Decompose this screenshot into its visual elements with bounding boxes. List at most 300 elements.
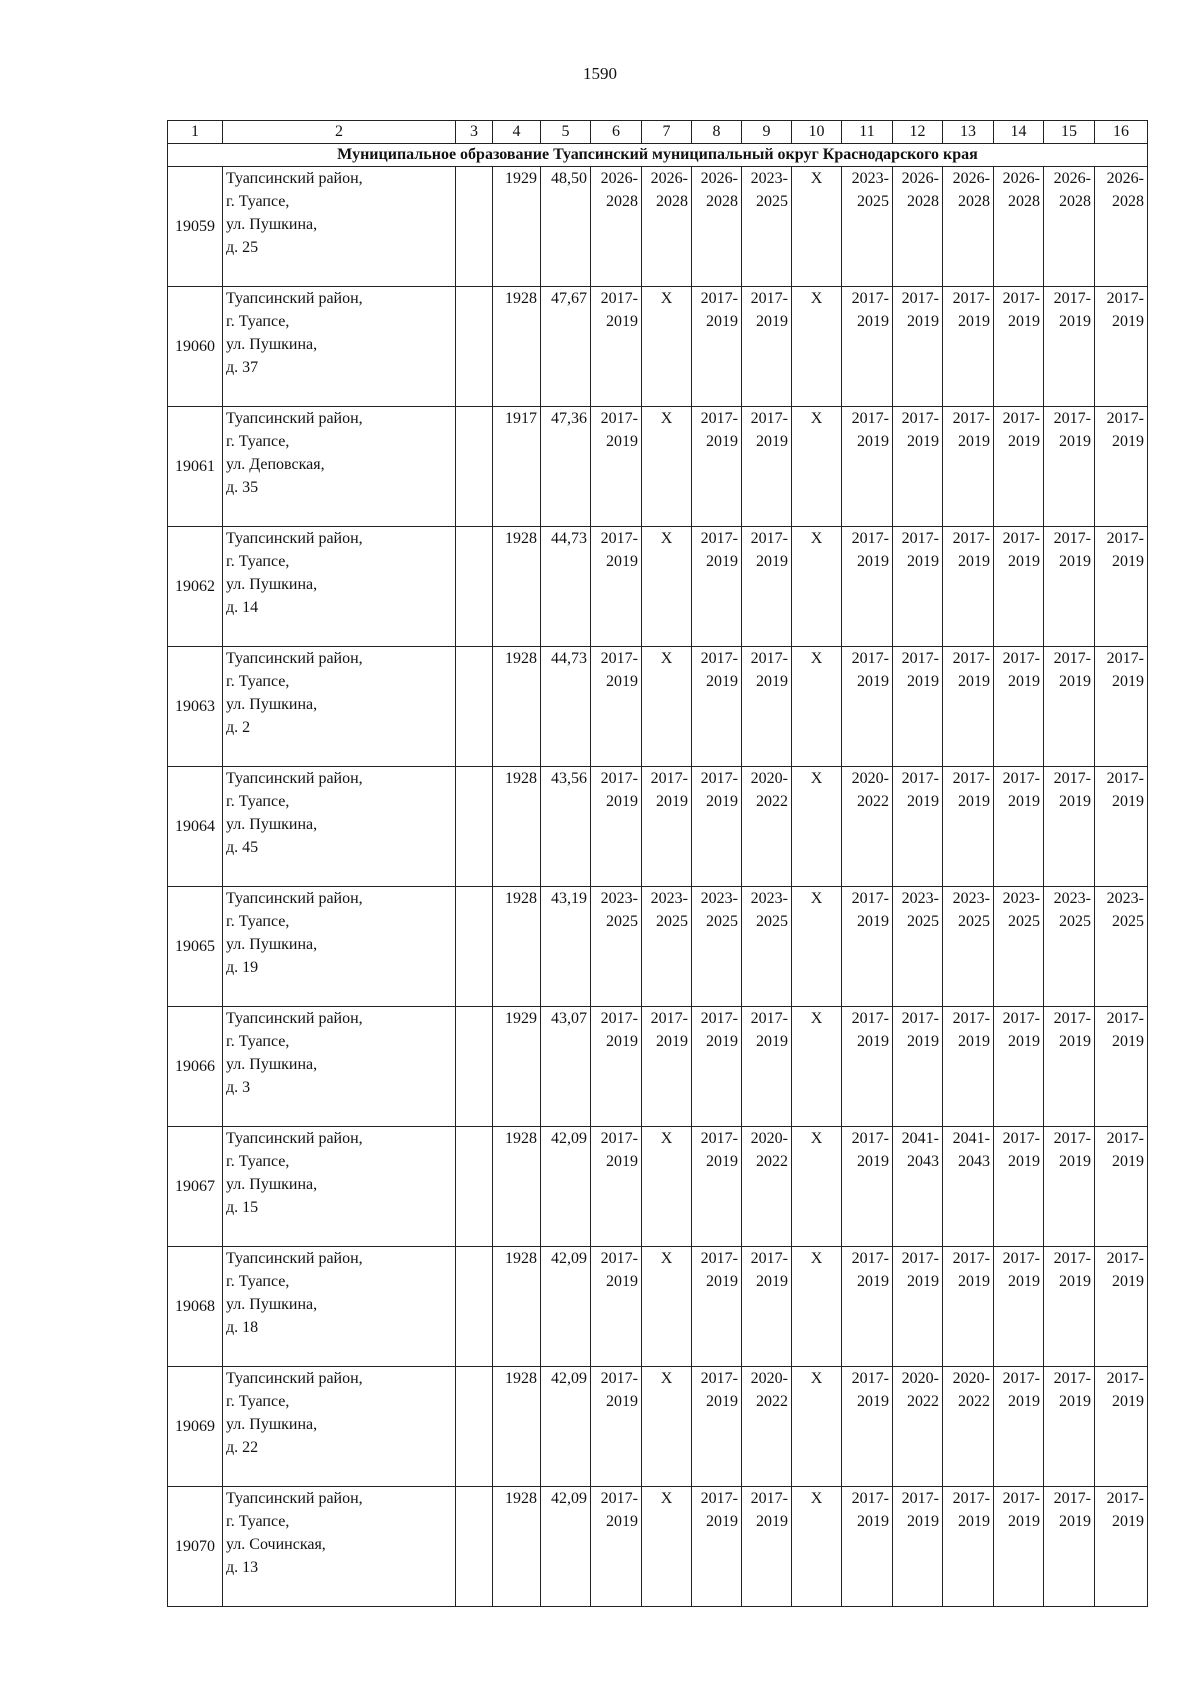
period-line: 2017-: [1002, 530, 1040, 547]
period-line: 2017-: [1002, 1250, 1040, 1267]
period-line: 2019: [756, 673, 788, 690]
period-cell-c13: [943, 527, 994, 647]
period-cell-c15: [1044, 1247, 1095, 1367]
period-value: [943, 767, 990, 813]
period-cell-c15: [1044, 1007, 1095, 1127]
period-line: 2017-: [1106, 770, 1144, 787]
period-cell-c15: [1044, 527, 1095, 647]
period-value: [1044, 527, 1091, 573]
period-value: [1095, 167, 1144, 213]
period-cell-c6: [591, 407, 642, 527]
address-line: г. Туапсе,: [226, 1273, 290, 1290]
period-line: 2026-: [1106, 170, 1144, 187]
period-line: 2019: [656, 793, 688, 810]
year-built-cell: [493, 167, 541, 287]
period-value: [893, 1247, 939, 1293]
period-cell-c9: [742, 1487, 792, 1607]
period-value: [943, 1247, 990, 1293]
period-value: [1044, 1127, 1091, 1173]
period-cell-c9: [742, 1367, 792, 1487]
period-cell-c7: [642, 1367, 692, 1487]
period-line: 2017-: [1002, 650, 1040, 667]
period-line: 2017-: [1106, 1490, 1144, 1507]
period-value: [1095, 1007, 1144, 1053]
period-cell-c16: [1095, 1487, 1148, 1607]
address-line: Туапсинский район,: [226, 1250, 363, 1267]
record-id-cell: [168, 167, 223, 287]
period-value: [943, 887, 990, 933]
record-id: 19065: [175, 938, 215, 955]
period-line: 2017-: [851, 1490, 889, 1507]
period-cell-c10: [792, 1247, 842, 1367]
period-line: 2017-: [1106, 530, 1144, 547]
period-value: [642, 407, 691, 430]
period-line: 2020-: [851, 770, 889, 787]
period-line: 2025: [656, 913, 688, 930]
period-cell-c9: [742, 527, 792, 647]
area-value: 44,73: [551, 530, 587, 547]
period-line: 2019: [606, 1273, 638, 1290]
period-line: X: [660, 1370, 673, 1387]
area-cell: [541, 1367, 591, 1487]
period-value: [893, 527, 939, 573]
period-value: [842, 1367, 889, 1413]
address-line: д. 19: [226, 959, 259, 976]
period-value: [692, 1127, 738, 1173]
period-line: 2019: [1059, 1273, 1091, 1290]
record-id-cell: [168, 1367, 223, 1487]
period-cell-c10: [792, 887, 842, 1007]
record-id: 19060: [175, 338, 215, 355]
period-cell-c8: [692, 407, 742, 527]
period-value: [792, 647, 841, 670]
period-value: [792, 167, 841, 190]
address-cell: [223, 1247, 456, 1367]
period-cell-c13: [943, 1247, 994, 1367]
period-cell-c11: [842, 647, 893, 767]
empty-cell: [456, 287, 493, 407]
period-line: 2019: [756, 1513, 788, 1530]
period-cell-c14: [994, 287, 1044, 407]
period-value: [994, 1247, 1040, 1293]
period-value: [893, 1007, 939, 1053]
period-line: 2019: [857, 1513, 889, 1530]
period-cell-c13: [943, 1367, 994, 1487]
period-cell-c13: [943, 407, 994, 527]
address-line: д. 22: [226, 1439, 259, 1456]
period-line: X: [660, 650, 673, 667]
period-cell-c14: [994, 1487, 1044, 1607]
period-line: 2025: [958, 913, 990, 930]
period-value: [742, 1487, 788, 1533]
period-line: 2019: [1059, 673, 1091, 690]
period-line: 2019: [857, 1033, 889, 1050]
address-cell: [223, 287, 456, 407]
area-cell: [541, 1487, 591, 1607]
period-value: [742, 167, 788, 213]
period-value: [893, 1367, 939, 1413]
period-line: 2020-: [750, 1130, 788, 1147]
period-line: 2023-: [952, 890, 990, 907]
period-line: 2017-: [952, 1250, 990, 1267]
period-line: 2019: [857, 553, 889, 570]
area-value: 42,09: [551, 1490, 587, 1507]
period-value: [792, 1367, 841, 1390]
period-value: [792, 527, 841, 550]
period-value: [893, 887, 939, 933]
column-number: 6: [591, 121, 642, 144]
period-line: X: [810, 170, 823, 187]
address-line: ул. Пушкина,: [226, 216, 318, 233]
period-value: [994, 167, 1040, 213]
period-line: 2020-: [901, 1370, 939, 1387]
period-line: 2019: [1008, 1273, 1040, 1290]
period-line: 2017-: [600, 770, 638, 787]
period-line: 2026-: [1002, 170, 1040, 187]
period-value: [842, 527, 889, 573]
period-cell-c11: [842, 887, 893, 1007]
period-value: [1095, 767, 1144, 813]
period-cell-c16: [1095, 1367, 1148, 1487]
period-line: X: [660, 290, 673, 307]
period-value: [642, 1007, 688, 1053]
empty-cell: [456, 167, 493, 287]
period-line: 2017-: [851, 530, 889, 547]
table-row: [168, 1007, 1148, 1127]
period-line: 2025: [756, 913, 788, 930]
address-line: ул. Пушкина,: [226, 1296, 318, 1313]
period-line: 2017-: [700, 770, 738, 787]
period-value: [742, 1247, 788, 1293]
period-line: 2017-: [1106, 1370, 1144, 1387]
year-built: 1928: [505, 530, 537, 547]
period-line: 2017-: [600, 1490, 638, 1507]
year-built-cell: [493, 887, 541, 1007]
period-line: 2017-: [1106, 410, 1144, 427]
period-line: 2017-: [700, 530, 738, 547]
period-line: 2022: [756, 1153, 788, 1170]
area-cell: [541, 647, 591, 767]
period-value: [792, 407, 841, 430]
period-value: [742, 1367, 788, 1413]
period-value: [842, 1487, 889, 1533]
column-number: 4: [493, 121, 541, 144]
period-cell-c6: [591, 767, 642, 887]
page-number: 1590: [583, 64, 617, 83]
address-line: д. 3: [226, 1079, 251, 1096]
period-line: 2017-: [700, 410, 738, 427]
table-row: [168, 1487, 1148, 1607]
period-cell-c12: [893, 287, 943, 407]
period-cell-c7: [642, 647, 692, 767]
period-value: [842, 407, 889, 453]
period-line: 2023-: [650, 890, 688, 907]
period-value: [792, 1007, 841, 1030]
record-id: 19070: [175, 1538, 215, 1555]
period-value: [1044, 1487, 1091, 1533]
period-value: [1095, 287, 1144, 333]
table-row: [168, 527, 1148, 647]
period-line: 2026-: [952, 170, 990, 187]
period-line: 2023-: [600, 890, 638, 907]
period-value: [1044, 1007, 1091, 1053]
period-line: 2022: [756, 1393, 788, 1410]
period-line: 2017-: [1002, 1370, 1040, 1387]
empty-cell: [456, 1487, 493, 1607]
year-built: 1928: [505, 1130, 537, 1147]
period-cell-c9: [742, 767, 792, 887]
period-value: [742, 527, 788, 573]
address-line: д. 37: [226, 359, 259, 376]
period-value: [591, 647, 638, 693]
period-cell-c12: [893, 1007, 943, 1127]
period-line: 2017-: [1002, 1490, 1040, 1507]
period-cell-c6: [591, 1367, 642, 1487]
period-line: X: [810, 1130, 823, 1147]
period-line: 2019: [706, 313, 738, 330]
period-value: [591, 167, 638, 213]
column-number: 5: [541, 121, 591, 144]
period-value: [893, 1487, 939, 1533]
period-line: 2019: [1112, 433, 1144, 450]
period-line: 2019: [1112, 553, 1144, 570]
address-cell: [223, 407, 456, 527]
period-line: 2041-: [952, 1130, 990, 1147]
period-value: [1095, 1247, 1144, 1293]
period-line: 2019: [1008, 793, 1040, 810]
period-value: [893, 407, 939, 453]
period-value: [893, 1127, 939, 1173]
period-cell-c9: [742, 647, 792, 767]
address-line: д. 13: [226, 1559, 259, 1576]
period-line: 2019: [1008, 1513, 1040, 1530]
period-line: 2017-: [952, 1010, 990, 1027]
period-cell-c7: [642, 1247, 692, 1367]
period-line: 2019: [1112, 1153, 1144, 1170]
table-row: [168, 407, 1148, 527]
period-cell-c7: [642, 167, 692, 287]
period-line: 2017-: [750, 1490, 788, 1507]
period-line: 2017-: [952, 410, 990, 427]
period-line: X: [660, 1250, 673, 1267]
period-line: 2028: [706, 193, 738, 210]
address-line: д. 2: [226, 719, 251, 736]
period-line: 2025: [1112, 913, 1144, 930]
period-line: 2026-: [600, 170, 638, 187]
period-cell-c6: [591, 287, 642, 407]
period-cell-c16: [1095, 767, 1148, 887]
period-line: 2019: [857, 313, 889, 330]
period-cell-c9: [742, 1247, 792, 1367]
address-cell: [223, 527, 456, 647]
period-value: [591, 1487, 638, 1533]
period-line: 2022: [907, 1393, 939, 1410]
period-cell-c6: [591, 647, 642, 767]
period-line: 2019: [958, 1273, 990, 1290]
period-value: [642, 1247, 691, 1270]
period-value: [943, 167, 990, 213]
period-value: [642, 1127, 691, 1150]
period-line: 2023-: [750, 890, 788, 907]
period-line: 2019: [1008, 313, 1040, 330]
period-cell-c14: [994, 647, 1044, 767]
address-line: г. Туапсе,: [226, 433, 290, 450]
period-line: 2019: [857, 433, 889, 450]
period-line: 2019: [907, 1033, 939, 1050]
period-value: [692, 407, 738, 453]
period-line: 2017-: [600, 1370, 638, 1387]
address-line: Туапсинский район,: [226, 890, 363, 907]
period-value: [792, 767, 841, 790]
record-id: 19063: [175, 698, 215, 715]
area-value: 42,09: [551, 1130, 587, 1147]
address-line: Туапсинский район,: [226, 770, 363, 787]
period-line: 2019: [606, 1393, 638, 1410]
period-line: X: [810, 1370, 823, 1387]
period-line: 2017-: [1053, 770, 1091, 787]
address-line: д. 15: [226, 1199, 259, 1216]
period-line: X: [810, 770, 823, 787]
period-cell-c7: [642, 767, 692, 887]
period-value: [642, 287, 691, 310]
period-line: 2017-: [901, 530, 939, 547]
period-line: 2017-: [750, 650, 788, 667]
address-line: Туапсинский район,: [226, 530, 363, 547]
empty-cell: [456, 527, 493, 647]
period-cell-c15: [1044, 1127, 1095, 1247]
period-cell-c10: [792, 1127, 842, 1247]
address-line: ул. Пушкина,: [226, 936, 318, 953]
period-value: [642, 167, 688, 213]
address-line: Туапсинский район,: [226, 650, 363, 667]
period-cell-c16: [1095, 647, 1148, 767]
period-value: [1095, 647, 1144, 693]
period-value: [994, 1007, 1040, 1053]
address-cell: [223, 167, 456, 287]
period-line: 2017-: [1053, 1370, 1091, 1387]
period-value: [994, 527, 1040, 573]
period-line: 2019: [1112, 1513, 1144, 1530]
period-cell-c14: [994, 1247, 1044, 1367]
table-row: [168, 887, 1148, 1007]
period-line: 2017-: [1053, 410, 1091, 427]
column-number: 9: [742, 121, 792, 144]
period-cell-c11: [842, 1247, 893, 1367]
period-line: 2025: [756, 193, 788, 210]
period-line: 2017-: [1053, 530, 1091, 547]
address-line: ул. Пушкина,: [226, 576, 318, 593]
period-line: 2019: [1059, 1393, 1091, 1410]
period-cell-c12: [893, 767, 943, 887]
address-cell: [223, 1007, 456, 1127]
period-value: [591, 887, 638, 933]
period-cell-c7: [642, 887, 692, 1007]
record-id-cell: [168, 767, 223, 887]
table-row: [168, 167, 1148, 287]
period-line: 2017-: [750, 410, 788, 427]
period-line: 2019: [606, 313, 638, 330]
period-value: [943, 1487, 990, 1533]
period-line: 2017-: [901, 1010, 939, 1027]
area-cell: [541, 167, 591, 287]
period-line: 2017-: [901, 410, 939, 427]
period-cell-c11: [842, 1127, 893, 1247]
period-line: 2017-: [1002, 410, 1040, 427]
period-line: 2043: [958, 1153, 990, 1170]
period-cell-c15: [1044, 767, 1095, 887]
period-line: 2017-: [700, 1250, 738, 1267]
period-line: X: [810, 1490, 823, 1507]
period-line: 2017-: [952, 770, 990, 787]
period-cell-c11: [842, 287, 893, 407]
address-line: ул. Сочинская,: [226, 1536, 326, 1553]
period-line: 2017-: [750, 290, 788, 307]
period-cell-c13: [943, 1487, 994, 1607]
period-line: 2028: [1059, 193, 1091, 210]
address-line: г. Туапсе,: [226, 313, 290, 330]
period-value: [893, 167, 939, 213]
period-line: 2026-: [901, 170, 939, 187]
address-line: г. Туапсе,: [226, 913, 290, 930]
period-line: X: [810, 1010, 823, 1027]
period-value: [642, 527, 691, 550]
period-cell-c8: [692, 1127, 742, 1247]
period-cell-c14: [994, 527, 1044, 647]
period-value: [994, 887, 1040, 933]
period-value: [692, 887, 738, 933]
record-id-cell: [168, 1007, 223, 1127]
address-line: Туапсинский район,: [226, 290, 363, 307]
period-line: 2017-: [851, 650, 889, 667]
period-line: 2019: [857, 1153, 889, 1170]
period-value: [591, 1127, 638, 1173]
period-value: [642, 1367, 691, 1390]
period-cell-c9: [742, 1127, 792, 1247]
period-cell-c10: [792, 407, 842, 527]
address-line: г. Туапсе,: [226, 553, 290, 570]
address-line: Туапсинский район,: [226, 1370, 363, 1387]
period-line: 2017-: [851, 1250, 889, 1267]
period-line: 2017-: [851, 1370, 889, 1387]
year-built-cell: [493, 1127, 541, 1247]
area-cell: [541, 1007, 591, 1127]
registry-table: [167, 120, 1148, 1607]
period-value: [792, 887, 841, 910]
period-line: 2019: [1008, 553, 1040, 570]
period-line: 2019: [706, 1033, 738, 1050]
address-line: д. 25: [226, 239, 259, 256]
period-value: [1095, 1127, 1144, 1173]
address-line: г. Туапсе,: [226, 1393, 290, 1410]
period-line: 2022: [958, 1393, 990, 1410]
period-line: 2028: [907, 193, 939, 210]
address-line: д. 35: [226, 479, 259, 496]
period-line: 2017-: [1106, 1250, 1144, 1267]
year-built-cell: [493, 407, 541, 527]
period-line: 2019: [1008, 1153, 1040, 1170]
period-line: 2019: [958, 1513, 990, 1530]
period-cell-c10: [792, 1367, 842, 1487]
address-line: ул. Пушкина,: [226, 696, 318, 713]
period-cell-c9: [742, 167, 792, 287]
column-number: 1: [168, 121, 223, 144]
address-line: ул. Пушкина,: [226, 1176, 318, 1193]
period-line: 2019: [958, 673, 990, 690]
period-value: [943, 407, 990, 453]
period-cell-c7: [642, 527, 692, 647]
period-cell-c14: [994, 167, 1044, 287]
period-line: 2026-: [1053, 170, 1091, 187]
